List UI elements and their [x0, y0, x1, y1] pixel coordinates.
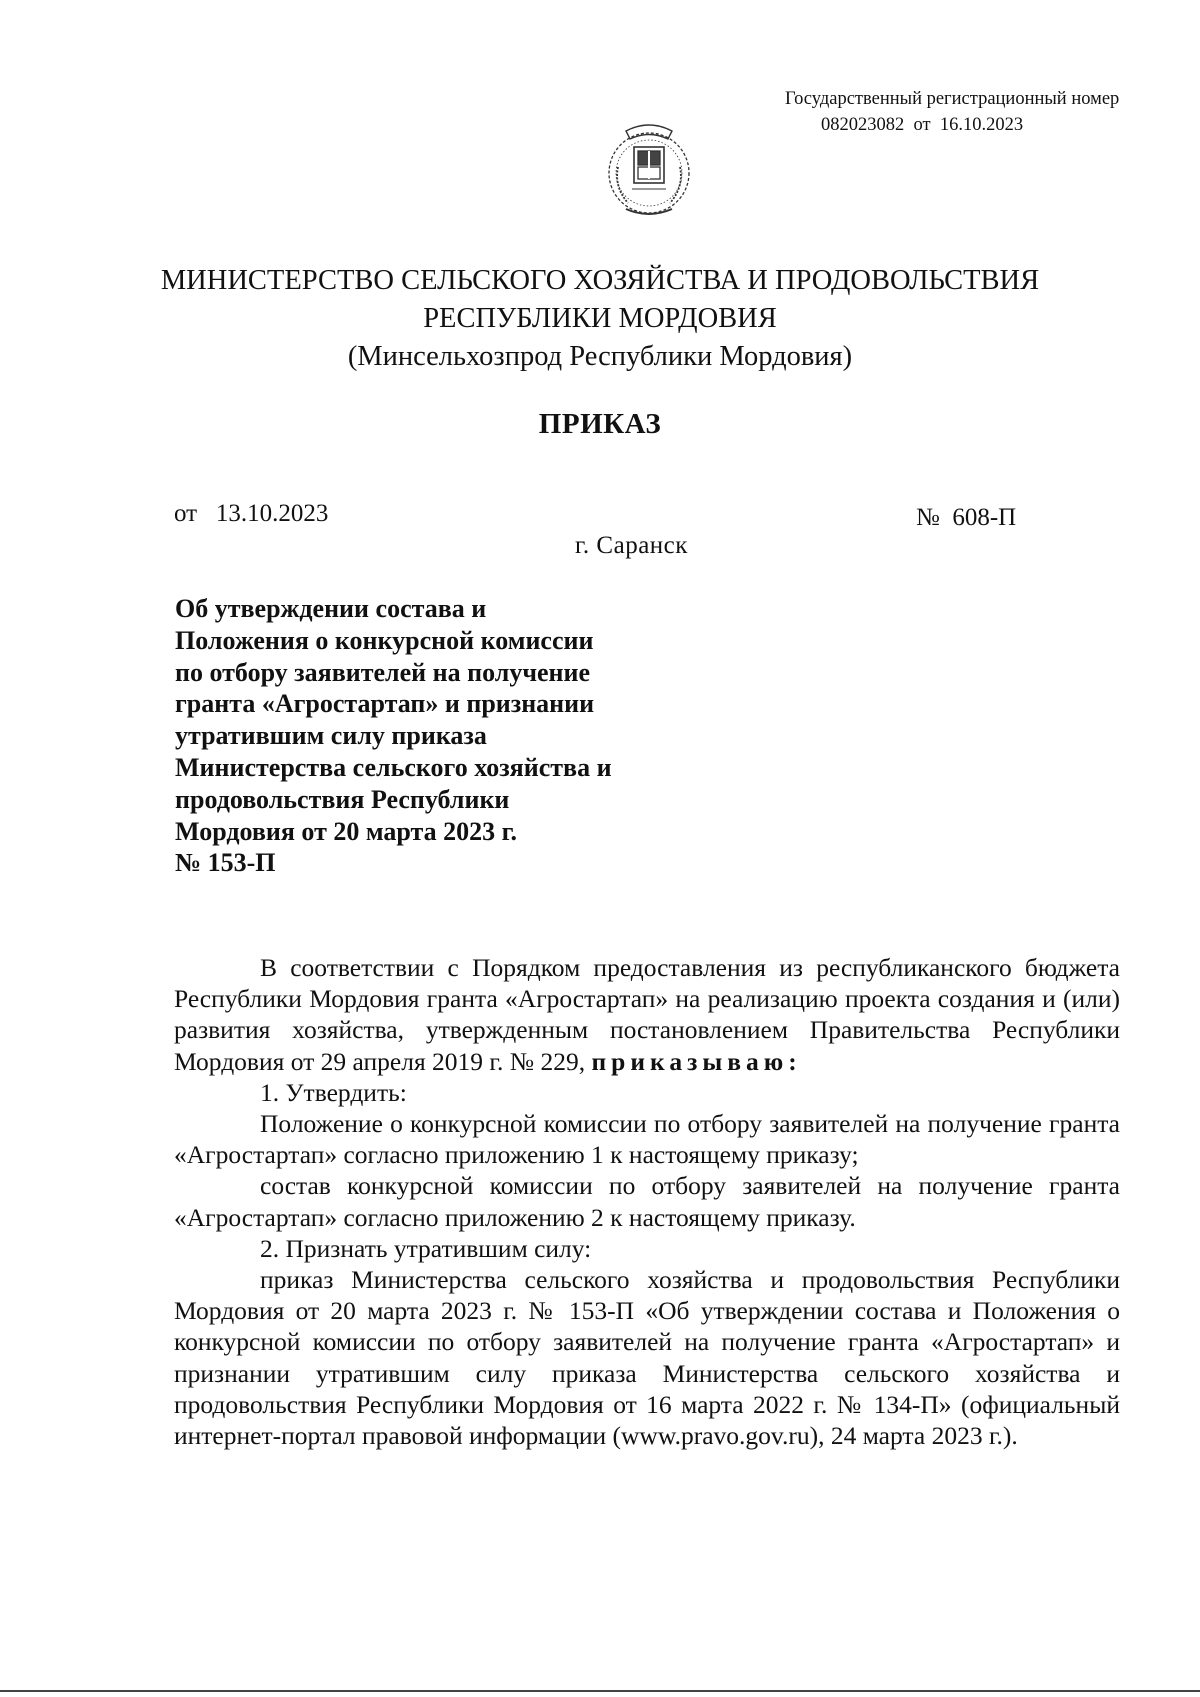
- order-city: г. Саранск: [575, 532, 688, 559]
- ministry-name-line1: МИНИСТЕРСТВО СЕЛЬСКОГО ХОЗЯЙСТВА И ПРОДОВОЛЬСТВИЯ: [160, 265, 1040, 296]
- item-1a: Положение о конкурсной комиссии по отбору заявителей на получение гранта «Агростартап» согласно приложению 1 к настоящему приказу;: [174, 1109, 1120, 1170]
- registration-stamp: [785, 86, 1125, 138]
- registration-label: Государственный регистрационный номер: [785, 89, 1120, 109]
- item-1: 1. Утвердить:: [260, 1077, 407, 1107]
- item-2: 2. Признать утратившим силу:: [260, 1233, 592, 1263]
- ministry-short-name: (Минсельхозпрод Республики Мордовия): [347, 341, 853, 372]
- order-body: [174, 952, 1120, 1451]
- item-1b: состав конкурсной комиссии по отбору заявителей на получение гранта «Агростартап» согласно приложению 2 к настоящему приказу.: [174, 1171, 1120, 1232]
- order-subject: [175, 593, 695, 879]
- subject-line: Положения о конкурсной комиссии: [175, 625, 594, 655]
- subject-line: Министерства сельского хозяйства и: [175, 752, 612, 782]
- subject-line: Мордовия от 20 марта 2023 г.: [175, 816, 517, 846]
- preamble-paragraph: [174, 952, 1120, 1077]
- preamble-text: В соответствии с Порядком предоставления из республиканского бюджета Республики Мордовия гранта «Агростартап» на реализацию проекта создания и (или) развития хозяйства, утвержденным постановлением Правительства Республики Мордовия от 29 апреля 2019 г. № 229,: [174, 953, 1120, 1076]
- coat-of-arms-icon: [596, 117, 702, 221]
- order-title: ПРИКАЗ: [538, 408, 662, 440]
- item-2a: приказ Министерства сельского хозяйства и продовольствия Республики Мордовия от 20 марта 2023 г. № 153-П «Об утверждении состава и Положения о конкурсной комиссии по отбору заявителей на получение гранта «Агростартап» и признании утратившим силу приказа Министерства сельского хозяйства и продовольствия Республики Мордовия от 16 марта 2022 г. № 134-П» (официальный интернет-портал правовой информации (www.pravo.gov.ru), 24 марта 2023 г.).: [174, 1265, 1120, 1451]
- subject-line: № 153-П: [175, 848, 276, 878]
- order-date: от 13.10.2023: [174, 500, 329, 527]
- ministry-name-line2: РЕСПУБЛИКИ МОРДОВИЯ: [423, 303, 777, 334]
- subject-line: утратившим силу приказа: [175, 721, 487, 751]
- subject-line: Об утверждении состава и: [175, 594, 487, 623]
- registration-number: 082023082 от 16.10.2023: [821, 115, 1024, 135]
- subject-line: по отбору заявителей на получение: [175, 657, 591, 687]
- subject-line: гранта «Агростартап» и признании: [175, 689, 595, 719]
- order-number: № 608-П: [916, 504, 1017, 531]
- subject-line: продовольствия Республики: [175, 784, 510, 814]
- ministry-header: [150, 262, 1050, 376]
- scan-edge-line: [0, 1690, 1200, 1692]
- decree-word: приказываю:: [591, 1046, 802, 1076]
